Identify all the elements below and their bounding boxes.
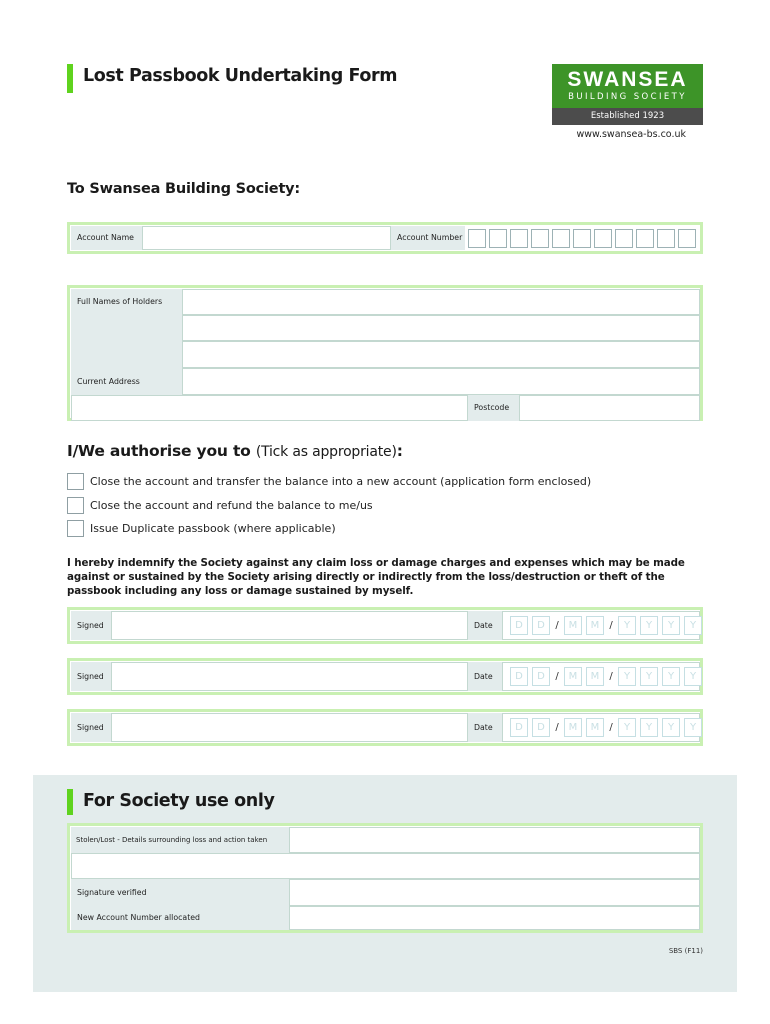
signature-field[interactable] [111, 662, 468, 691]
account-name-field[interactable] [142, 226, 391, 250]
signed-label: Signed [71, 713, 111, 742]
checkbox-refund[interactable] [67, 497, 84, 514]
date-separator: / [555, 722, 559, 733]
date-digit-box[interactable]: D [510, 667, 528, 686]
date-digit-box[interactable]: M [586, 718, 604, 737]
date-separator: / [609, 671, 613, 682]
society-use-title: For Society use only [83, 791, 275, 811]
new-account-label: New Account Number allocated [71, 906, 289, 930]
date-digit-box[interactable]: Y [662, 718, 680, 737]
option-duplicate-label: Issue Duplicate passbook (where applicable) [90, 522, 336, 535]
stolen-details-label: Stolen/Lost - Details surrounding loss and action taken [71, 827, 289, 853]
authorise-heading [67, 442, 403, 460]
date-digit-box[interactable]: Y [684, 718, 702, 737]
account-number-digit[interactable] [678, 229, 696, 248]
new-account-field[interactable] [289, 906, 700, 930]
date-digit-box[interactable]: M [586, 667, 604, 686]
current-address-label: Current Address [71, 368, 182, 395]
signature-verified-label: Signature verified [71, 879, 289, 906]
authorise-heading-colon: : [396, 442, 403, 460]
signature-field[interactable] [111, 713, 468, 742]
logo-name: SWANSEA [567, 68, 688, 91]
date-digit-box[interactable]: D [532, 667, 550, 686]
option-duplicate [67, 520, 336, 537]
option-transfer-label: Close the account and transfer the balance into a new account (application form enclosed) [90, 475, 592, 488]
date-label: Date [468, 662, 502, 691]
account-number-digit[interactable] [573, 229, 591, 248]
website-url: www.swansea-bs.co.uk [576, 129, 686, 140]
holder-name-field-1[interactable] [182, 289, 700, 315]
account-number-digit[interactable] [615, 229, 633, 248]
date-digit-box[interactable]: M [564, 667, 582, 686]
authorise-heading-note: (Tick as appropriate) [255, 444, 397, 460]
date-digit-box[interactable]: M [586, 616, 604, 635]
holder-name-field-3[interactable] [182, 341, 700, 368]
form-reference: SBS (F11) [668, 947, 703, 955]
date-digit-box[interactable]: Y [640, 718, 658, 737]
date-digit-box[interactable]: Y [640, 667, 658, 686]
account-number-digit[interactable] [552, 229, 570, 248]
form-title: Lost Passbook Undertaking Form [83, 66, 398, 86]
signed-label: Signed [71, 662, 111, 691]
postcode-label: Postcode [468, 395, 519, 421]
logo-subtitle: BUILDING SOCIETY [568, 92, 687, 102]
date-digit-box[interactable]: M [564, 616, 582, 635]
date-separator: / [609, 620, 613, 631]
date-digit-box[interactable]: Y [618, 616, 636, 635]
signed-label: Signed [71, 611, 111, 640]
account-number-digit[interactable] [510, 229, 528, 248]
option-transfer [67, 473, 591, 490]
date-label: Date [468, 713, 502, 742]
date-separator: / [555, 671, 559, 682]
to-heading: To Swansea Building Society: [67, 181, 301, 197]
account-number-digit[interactable] [468, 229, 486, 248]
date-digit-box[interactable]: Y [618, 718, 636, 737]
current-address-field-2[interactable] [71, 395, 468, 421]
date-digit-box[interactable]: Y [618, 667, 636, 686]
option-refund [67, 497, 373, 514]
title-accent-bar [67, 64, 73, 93]
date-digit-box[interactable]: D [510, 718, 528, 737]
date-separator: / [555, 620, 559, 631]
account-number-digit[interactable] [657, 229, 675, 248]
signature-field[interactable] [111, 611, 468, 640]
date-separator: / [609, 722, 613, 733]
date-digit-box[interactable]: Y [662, 667, 680, 686]
society-use-section [67, 823, 703, 933]
logo-established: Established 1923 [552, 108, 703, 125]
date-digit-box[interactable]: D [510, 616, 528, 635]
signature-row-2 [67, 658, 703, 695]
signature-row-3 [67, 709, 703, 746]
postcode-field[interactable] [519, 395, 700, 421]
account-section [67, 222, 703, 254]
stolen-details-field-1[interactable] [289, 827, 700, 853]
date-digit-box[interactable]: Y [684, 667, 702, 686]
logo-green-panel [552, 64, 703, 108]
signature-verified-field[interactable] [289, 879, 700, 906]
swansea-logo [552, 64, 703, 125]
date-digit-box[interactable]: M [564, 718, 582, 737]
date-label: Date [468, 611, 502, 640]
society-accent-bar [67, 789, 73, 815]
option-refund-label: Close the account and refund the balance to me/us [90, 499, 373, 512]
checkbox-transfer[interactable] [67, 473, 84, 490]
date-digit-box[interactable]: D [532, 616, 550, 635]
full-names-label: Full Names of Holders [71, 289, 182, 368]
date-digit-box[interactable]: Y [640, 616, 658, 635]
indemnity-statement: I hereby indemnify the Society against any claim loss or damage charges and expenses which may be made against or sustained by the Society arising directly or indirectly from the loss/destruction or theft of the passbook including any loss or damage sustained by myself. [67, 557, 685, 597]
current-address-field-1[interactable] [182, 368, 700, 395]
authorise-heading-text: I/We authorise you to [67, 442, 251, 460]
date-digit-box[interactable]: Y [662, 616, 680, 635]
account-name-label: Account Name [71, 226, 142, 250]
date-digit-box[interactable]: Y [684, 616, 702, 635]
account-number-digit[interactable] [531, 229, 549, 248]
holders-section [67, 285, 703, 421]
account-number-digit[interactable] [594, 229, 612, 248]
holder-name-field-2[interactable] [182, 315, 700, 341]
date-digit-box[interactable]: D [532, 718, 550, 737]
signature-row-1 [67, 607, 703, 644]
stolen-details-field-2[interactable] [71, 853, 700, 879]
account-number-label: Account Number [391, 226, 465, 250]
account-number-digit[interactable] [489, 229, 507, 248]
checkbox-duplicate[interactable] [67, 520, 84, 537]
account-number-digit[interactable] [636, 229, 654, 248]
